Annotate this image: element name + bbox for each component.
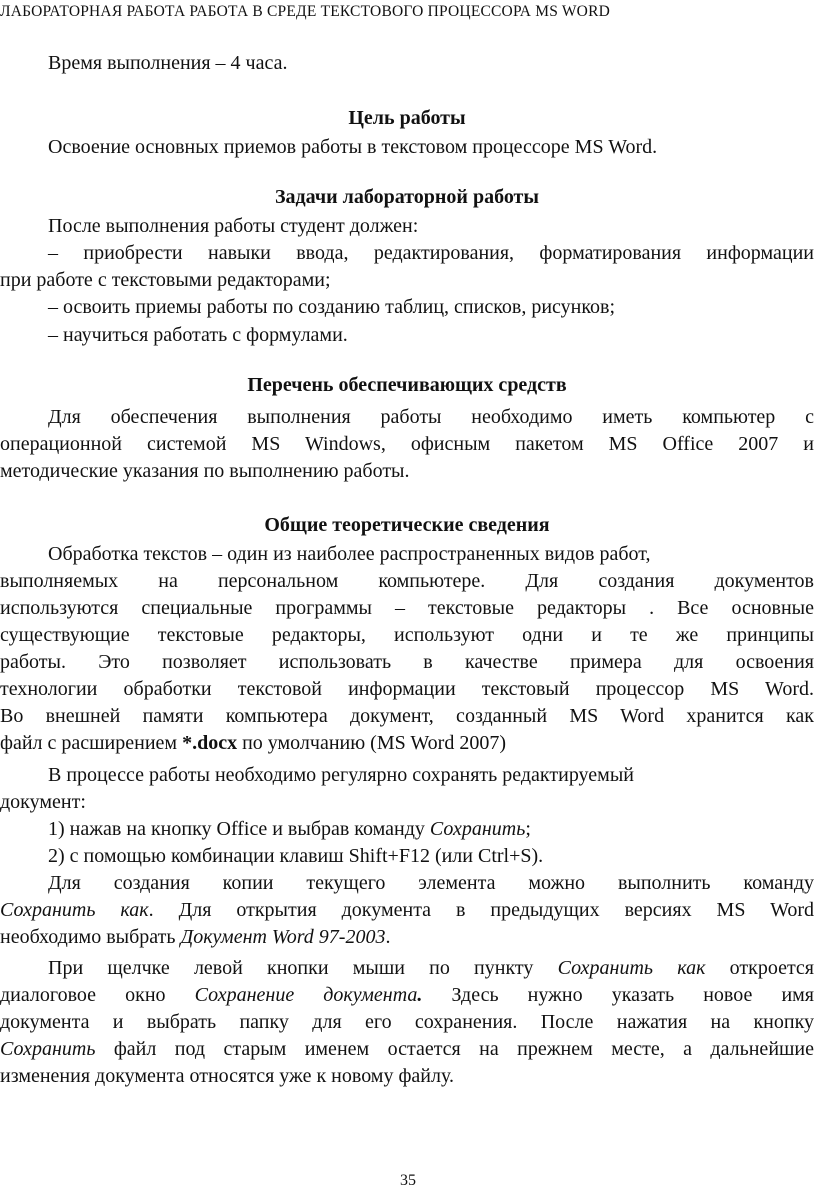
text-span: . — [385, 926, 391, 948]
task-item-2: – освоить приемы работы по созданию таблиц, списков, рисунков; — [48, 296, 616, 318]
duration-text: Время выполнения – 4 часа. — [48, 52, 288, 74]
theory-p3-line-2 — [0, 897, 814, 923]
theory-p3-line-3 — [0, 924, 814, 950]
theory-p1-line-8 — [0, 730, 814, 756]
task-item-1-line-2: при работе с текстовыми редакторами; — [0, 269, 331, 291]
task-item-1-line-1: – приобрести навыки ввода, редактирования, форматирования информации — [48, 242, 814, 264]
save-as-command: Сохранить как — [0, 899, 149, 921]
theory-p1-line-1: Обработка текстов – один из наиболее распространенных видов работ, — [48, 543, 651, 565]
theory-p4-line-1 — [48, 955, 814, 981]
theory-p1-line-3: используются специальные программы – текстовые редакторы . Все основные — [0, 597, 814, 619]
theory-p4-line-3: документа и выбрать папку для его сохранения. После нажатия на кнопку — [0, 1011, 814, 1033]
goal-text: Освоение основных приемов работы в текстовом процессоре MS Word. — [48, 136, 658, 158]
word-97-2003-format: Документ Word 97-2003 — [180, 926, 386, 948]
text-span: При щелчке левой кнопки мыши по пункту — [48, 957, 558, 979]
theory-p1-line-2: выполняемых на персональном компьютере. Для создания документов — [0, 570, 814, 592]
save-dialog-name: Сохранение документа — [194, 984, 418, 1006]
tasks-intro: После выполнения работы студент должен: — [48, 215, 419, 237]
save-command: Сохранить — [429, 818, 526, 840]
theory-p4-line-4 — [0, 1036, 814, 1062]
theory-p1-line-7: Во внешней памяти компьютера документ, созданный MS Word хранится как — [0, 705, 814, 727]
save-list-item-1 — [48, 816, 814, 842]
task-item-3: – научиться работать с формулами. — [48, 324, 348, 346]
text-span: . Для открытия документа в предыдущих версиях MS Word — [148, 899, 814, 921]
text-span: откроется — [705, 957, 815, 979]
save-button-name: Сохранить — [0, 1038, 96, 1060]
means-line-3: методические указания по выполнению работы. — [0, 460, 410, 482]
running-header: ЛАБОРАТОРНАЯ РАБОТА РАБОТА В СРЕДЕ ТЕКСТОВОГО ПРОЦЕССОРА MS WORD — [0, 3, 611, 20]
text-span: . — [417, 984, 423, 1006]
theory-p1-line-6: технологии обработки текстовой информации текстовый процессор MS Word. — [0, 678, 814, 700]
save-as-command: Сохранить как — [557, 957, 706, 979]
theory-p2-line-2: документ: — [0, 791, 86, 813]
save-list-item-2: 2) с помощью комбинации клавиш Shift+F12 (или Ctrl+S). — [48, 845, 544, 867]
text-span: файл с расширением — [0, 732, 183, 754]
theory-p1-line-4: существующие текстовые редакторы, используют одни и те же принципы — [0, 624, 814, 646]
theory-p2-line-1: В процессе работы необходимо регулярно сохранять редактируемый — [48, 764, 634, 786]
text-span: по умолчанию (MS Word 2007) — [237, 732, 506, 754]
theory-p3-line-1: Для создания копии текущего элемента можно выполнить команду — [48, 872, 814, 894]
text-span: диалоговое окно — [0, 984, 195, 1006]
tasks-heading: Задачи лабораторной работы — [274, 186, 539, 208]
means-line-1: Для обеспечения выполнения работы необходимо иметь компьютер с — [48, 406, 814, 428]
docx-extension: *.docx — [182, 732, 238, 754]
text-span: Здесь нужно указать новое имя — [422, 984, 814, 1006]
text-span: необходимо выбрать — [0, 926, 181, 948]
page-number: 35 — [400, 1172, 416, 1189]
theory-p4-line-5: изменения документа относятся уже к новому файлу. — [0, 1065, 454, 1087]
means-heading: Перечень обеспечивающих средств — [247, 374, 567, 396]
text-span: файл под старым именем остается на прежнем месте, а дальнейшие — [95, 1038, 814, 1060]
text-span: 1) нажав на кнопку Office и выбрав команду — [48, 818, 430, 840]
means-line-2: операционной системой MS Windows, офисным пакетом MS Office 2007 и — [0, 433, 814, 455]
theory-p4-line-2 — [0, 982, 814, 1008]
goal-heading: Цель работы — [348, 107, 466, 129]
theory-heading: Общие теоретические сведения — [264, 514, 550, 536]
theory-p1-line-5: работы. Это позволяет использовать в качестве примера для освоения — [0, 651, 814, 673]
text-span: ; — [525, 818, 531, 840]
